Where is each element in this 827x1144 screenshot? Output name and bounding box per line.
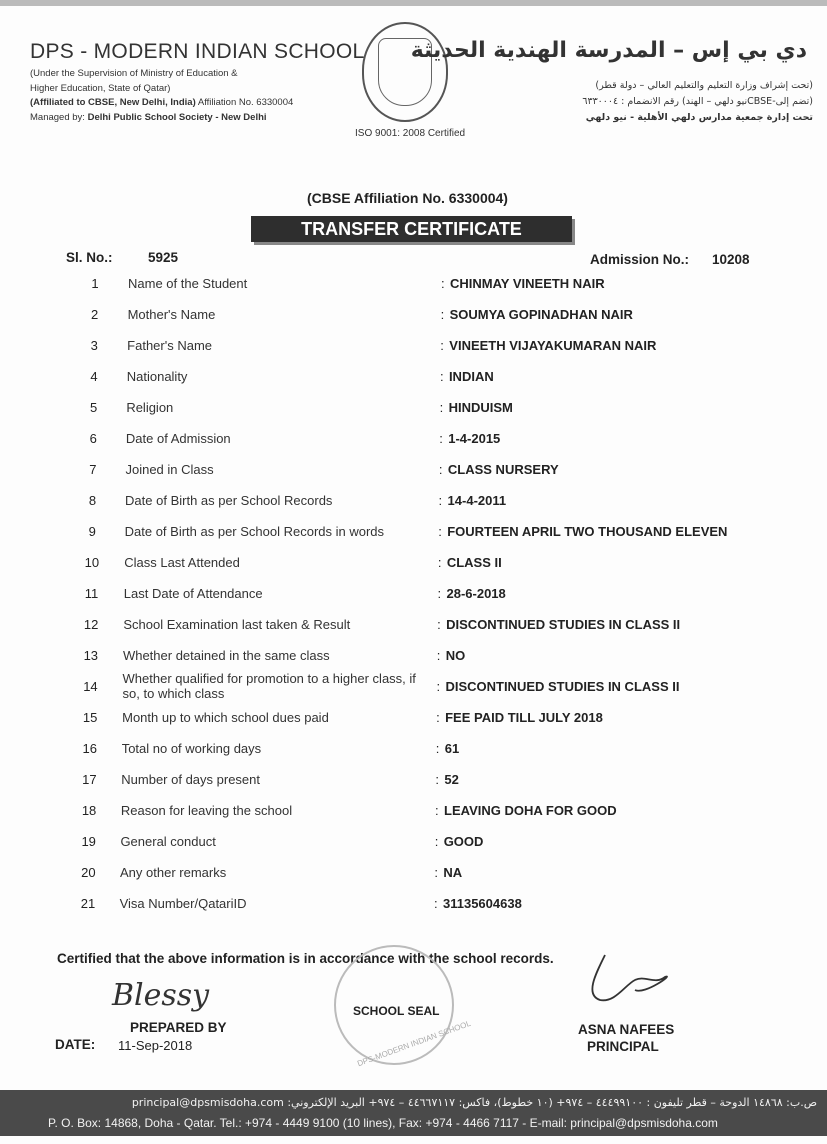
affiliated-text: (Affiliated to CBSE, New Delhi, India) [30, 97, 196, 108]
row-value: VINEETH VIJAYAKUMARAN NAIR [449, 338, 657, 353]
iso-certification: ISO 9001: 2008 Certified [355, 128, 466, 139]
row-label: Month up to which school dues paid [122, 710, 329, 725]
row-colon: : [434, 865, 438, 880]
row-value: FEE PAID TILL JULY 2018 [445, 710, 603, 725]
table-row [0, 524, 827, 544]
table-row [0, 710, 827, 730]
row-value: NO [445, 648, 466, 663]
table-row [0, 803, 827, 823]
row-colon: : [440, 307, 445, 322]
row-number: 11 [84, 586, 99, 601]
row-colon: : [438, 493, 443, 508]
row-value: 28-6-2018 [446, 586, 506, 601]
certification-statement: Certified that the above information is in accordance with the school records. [57, 951, 554, 966]
row-number: 3 [90, 338, 98, 353]
row-number: 17 [82, 772, 97, 787]
row-value: NA [443, 865, 463, 880]
serial-value: 5925 [148, 250, 179, 265]
admission-label: Admission No.: [590, 252, 690, 267]
admission-value: 10208 [712, 252, 750, 267]
row-label: Whether qualified for promotion to a higher class, if so, to which class [122, 671, 416, 701]
principal-signature [575, 945, 685, 1015]
scan-edge [0, 0, 827, 6]
row-value: 1-4-2015 [448, 431, 501, 446]
row-value: CLASS II [446, 555, 502, 570]
row-label: Religion [126, 400, 174, 415]
managed-by: Delhi Public School Society - New Delhi [87, 112, 267, 123]
table-row [0, 741, 827, 761]
row-label: Nationality [126, 369, 188, 384]
row-label: Joined in Class [125, 462, 214, 477]
row-label: Date of Birth as per School Records [125, 493, 333, 508]
school-name-arabic: دي بي إس – المدرسة الهندية الحديثة [410, 38, 807, 63]
table-row [0, 431, 827, 451]
footer-contact: P. O. Box: 14868, Doha - Qatar. Tel.: +974 - 4449 9100 (10 lines), Fax: +974 - 4466 7117 - E-mail: principal@dpsmisdoha.com [48, 1116, 718, 1130]
row-value: 52 [444, 772, 459, 787]
arabic-line-2: (تضم إلى-CBSEنيو دلهي – الهند) رقم الانضمام : ٦٣٣٠٠٠٤ [582, 96, 813, 107]
row-number: 20 [81, 865, 96, 880]
prepared-by-label: PREPARED BY [130, 1020, 227, 1035]
row-number: 10 [84, 555, 100, 570]
row-label: Father's Name [127, 338, 212, 353]
row-colon: : [435, 803, 439, 818]
row-colon: : [434, 896, 438, 911]
row-number: 15 [82, 710, 98, 725]
table-row [0, 307, 827, 327]
row-label: Visa Number/QatariID [119, 896, 247, 911]
row-label: Last Date of Attendance [123, 586, 263, 601]
row-number: 6 [89, 431, 97, 446]
table-row [0, 493, 827, 513]
row-number: 13 [83, 648, 99, 663]
row-number: 18 [81, 803, 97, 818]
school-name: DPS - MODERN INDIAN SCHOOL [30, 40, 365, 63]
table-row [0, 617, 827, 637]
row-label: Number of days present [121, 772, 260, 787]
row-label: General conduct [120, 834, 216, 849]
footer-arabic: ص.ب: ١٤٨٦٨ الدوحة – قطر تليفون : ٤٤٤٩٩١٠٠ – ٩٧٤+ (١٠ خطوط)، فاكس: ٤٤٦٦٧١١٧ – ٩٧٤+ البريد الإلكتروني: principal@dpsmisdoha.com [131, 1096, 817, 1109]
row-number: 4 [90, 369, 98, 384]
row-colon: : [435, 772, 440, 787]
row-value: FOURTEEN APRIL TWO THOUSAND ELEVEN [447, 524, 728, 539]
row-value: 14-4-2011 [447, 493, 507, 508]
row-colon: : [440, 338, 444, 353]
row-colon: : [435, 741, 440, 756]
row-number: 2 [91, 307, 99, 322]
row-value: CHINMAY VINEETH NAIR [450, 276, 605, 291]
row-label: Total no of working days [121, 741, 262, 756]
row-label: Date of Admission [125, 431, 231, 446]
table-row [0, 369, 827, 389]
seal-ring-text: DPS-MODERN INDIAN SCHOOL [356, 1018, 472, 1069]
school-logo [362, 22, 448, 122]
row-colon: : [436, 648, 441, 663]
row-label: Whether detained in the same class [122, 648, 330, 663]
row-value: 61 [444, 741, 460, 756]
arabic-line-1: (تحت إشراف وزارة التعليم والتعليم العالي – دولة قطر) [595, 80, 813, 91]
principal-name: ASNA NAFEES [578, 1022, 675, 1037]
row-value: DISCONTINUED STUDIES IN CLASS II [445, 679, 680, 694]
table-row [0, 671, 827, 701]
row-number: 14 [83, 679, 98, 694]
row-number: 9 [88, 524, 96, 539]
row-colon: : [438, 462, 443, 477]
row-label: Name of the Student [128, 276, 248, 291]
table-row [0, 462, 827, 482]
row-label: Reason for leaving the school [120, 803, 293, 818]
supervision-line-2: Higher Education, State of Qatar) [30, 83, 171, 94]
row-colon: : [439, 400, 444, 415]
row-label: Any other remarks [120, 865, 227, 880]
footer [0, 1090, 827, 1136]
row-number: 5 [89, 400, 98, 415]
row-number: 19 [81, 834, 96, 849]
row-number: 16 [82, 741, 97, 756]
date-value: 11-Sep-2018 [118, 1038, 193, 1053]
row-colon: : [439, 431, 443, 446]
supervision-line-1: (Under the Supervision of Ministry of Education & [30, 68, 238, 79]
table-row [0, 555, 827, 575]
row-colon: : [441, 276, 445, 291]
affiliation-number: Affiliation No. 6330004 [197, 97, 294, 108]
row-value: INDIAN [448, 369, 494, 384]
seal-label: SCHOOL SEAL [353, 1004, 440, 1018]
row-number: 12 [83, 617, 99, 632]
principal-title: PRINCIPAL [587, 1039, 659, 1054]
row-number: 7 [89, 462, 97, 477]
row-colon: : [436, 710, 440, 725]
row-colon: : [437, 586, 442, 601]
row-colon: : [436, 679, 441, 694]
row-label: Class Last Attended [124, 555, 240, 570]
row-label: Date of Birth as per School Records in words [124, 524, 385, 539]
row-value: 31135604638 [443, 896, 522, 911]
table-row [0, 586, 827, 606]
table-row [0, 276, 827, 296]
table-row [0, 834, 827, 854]
cbse-affiliation: (CBSE Affiliation No. 6330004) [307, 190, 508, 206]
row-label: Mother's Name [127, 307, 216, 322]
table-row [0, 338, 827, 358]
affiliation-line [30, 97, 293, 108]
row-value: LEAVING DOHA FOR GOOD [444, 803, 617, 818]
row-label: School Examination last taken & Result [123, 617, 351, 632]
certificate-title: TRANSFER CERTIFICATE [251, 216, 572, 242]
row-value: DISCONTINUED STUDIES IN CLASS II [446, 617, 681, 632]
date-label: DATE: [55, 1037, 96, 1052]
row-colon: : [437, 617, 441, 632]
row-value: SOUMYA GOPINADHAN NAIR [449, 307, 633, 322]
serial-label: Sl. No.: [66, 250, 113, 265]
row-colon: : [437, 555, 442, 570]
row-colon: : [438, 524, 442, 539]
row-colon: : [434, 834, 439, 849]
row-colon: : [439, 369, 444, 384]
arabic-line-3: تحت إدارة جمعية مدارس دلهي الأهلية - نيو دلهي [585, 112, 813, 123]
row-value: HINDUISM [448, 400, 513, 415]
row-number: 21 [80, 896, 96, 911]
managed-line [30, 112, 267, 123]
table-row [0, 896, 827, 916]
preparer-signature: Blessy [112, 978, 210, 1013]
table-row [0, 865, 827, 885]
managed-label: Managed by: [30, 112, 85, 123]
table-row [0, 648, 827, 668]
row-value: GOOD [443, 834, 484, 849]
row-number: 1 [91, 276, 99, 291]
row-value: CLASS NURSERY [447, 462, 559, 477]
row-number: 8 [88, 493, 97, 508]
table-row [0, 772, 827, 792]
table-row [0, 400, 827, 420]
